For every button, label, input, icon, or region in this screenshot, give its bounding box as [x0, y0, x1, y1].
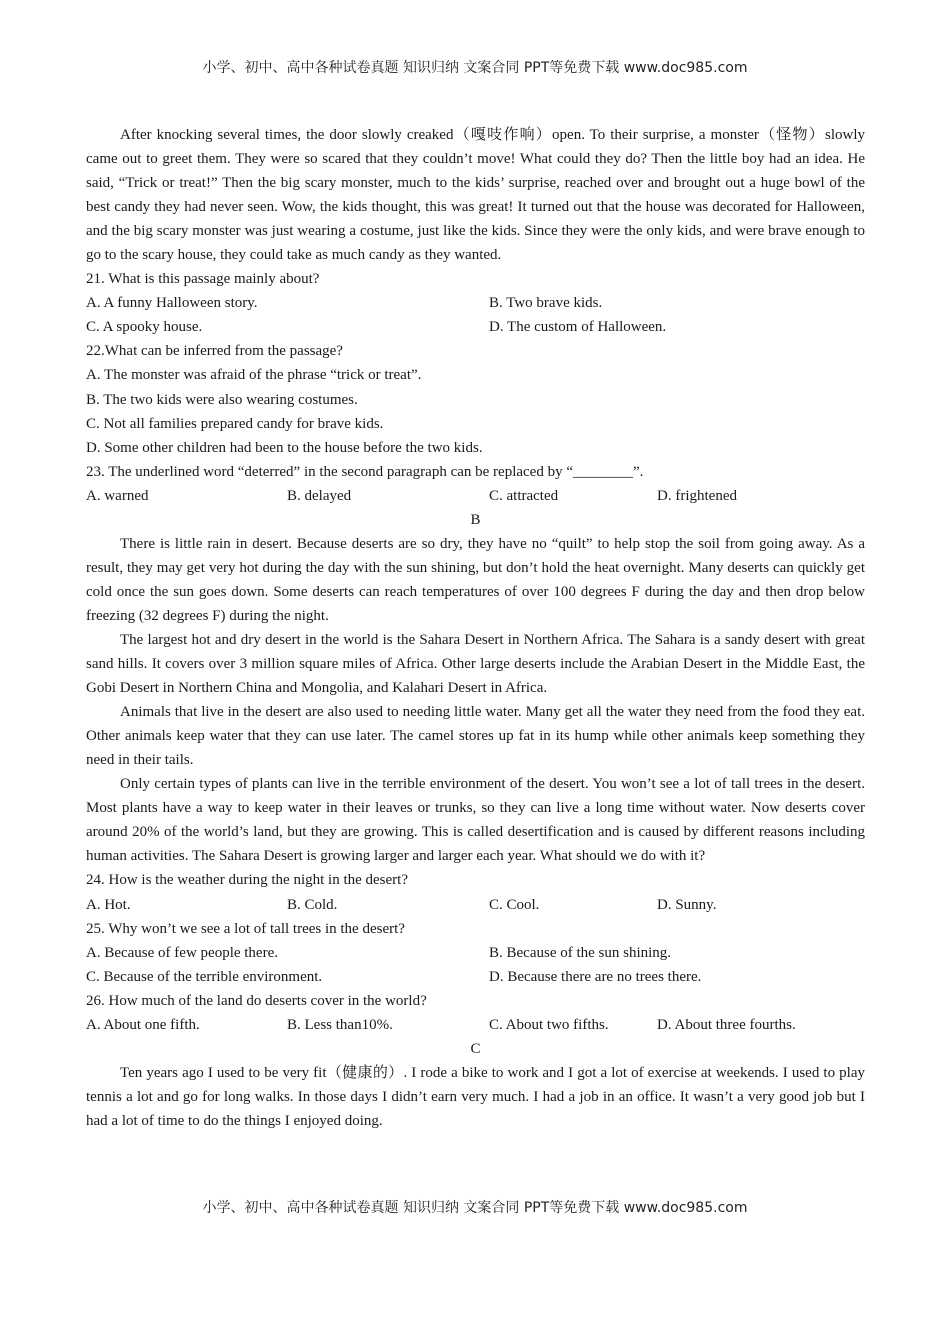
question-24-option-c: C. Cool. [489, 896, 540, 913]
passage-b-paragraph-3: Animals that live in the desert are also used to needing little water. Many get all the water they need from the food they eat. Other animals keep water that they can use later. The camel stores up fat in its hump while other animals keep something they need in their tails. [86, 704, 865, 769]
question-25-option-b: B. Because of the sun shining. [489, 944, 672, 961]
question-26-option-a: A. About one fifth. [86, 1016, 200, 1033]
question-23-option-c: C. attracted [489, 487, 559, 504]
section-b-heading: B [470, 511, 481, 528]
question-25-option-a: A. Because of few people there. [86, 944, 278, 961]
question-23-stem: 23. The underlined word “deterred” in the second paragraph can be replaced by “________”. [86, 463, 644, 480]
question-26-option-c: C. About two fifths. [489, 1016, 609, 1033]
question-22-option-a: A. The monster was afraid of the phrase “trick or treat”. [86, 367, 422, 384]
question-24-option-a: A. Hot. [86, 896, 131, 913]
question-25-stem: 25. Why won’t we see a lot of tall trees in the desert? [86, 920, 405, 937]
question-23-option-b: B. delayed [287, 487, 352, 504]
question-25-options-row-1 [86, 941, 865, 965]
question-24-option-b: B. Cold. [287, 896, 338, 913]
question-22-option-b: B. The two kids were also wearing costumes. [86, 391, 358, 408]
question-25-option-d: D. Because there are no trees there. [489, 968, 702, 985]
page-footer-banner: 小学、初中、高中各种试卷真题 知识归纳 文案合同 PPT等免费下载 www.doc985.com [202, 1200, 748, 1216]
question-21-option-d: D. The custom of Halloween. [489, 319, 667, 336]
page-header-banner: 小学、初中、高中各种试卷真题 知识归纳 文案合同 PPT等免费下载 www.doc985.com [202, 60, 748, 76]
question-26-stem: 26. How much of the land do deserts cover in the world? [86, 992, 427, 1009]
question-21-options-row-2 [86, 315, 865, 339]
question-21-stem: 21. What is this passage mainly about? [86, 271, 320, 288]
question-22-option-d: D. Some other children had been to the house before the two kids. [86, 439, 483, 456]
question-26-option-d: D. About three fourths. [657, 1016, 796, 1033]
question-23-option-d: D. frightened [657, 487, 737, 504]
question-21-option-c: C. A spooky house. [86, 319, 203, 336]
passage-c-paragraph-1: Ten years ago I used to be very fit（健康的）. I rode a bike to work and I got a lot of exercise at weekends. I used to play tennis a lot and go for long walks. In those days I didn’t earn very much. I had a job in an office. It wasn’t a very good job but I had a lot of time to do the things I enjoyed doing. [86, 1064, 865, 1129]
passage-b-paragraph-2: The largest hot and dry desert in the world is the Sahara Desert in Northern Africa. The Sahara is a sandy desert with great sand hills. It covers over 3 million square miles of Africa. Other large deserts include the Arabian Desert in the Middle East, the Gobi Desert in Northern China and Mongolia, and Kalahari Desert in Africa. [86, 631, 865, 697]
question-26-options [86, 1013, 865, 1037]
question-23-options [86, 484, 865, 508]
question-21-option-a: A. A funny Halloween story. [86, 295, 258, 312]
question-21-options-row-1 [86, 291, 865, 315]
question-24-stem: 24. How is the weather during the night in the desert? [86, 872, 409, 889]
question-26-option-b: B. Less than10%. [287, 1016, 393, 1033]
question-23-option-a: A. warned [86, 487, 149, 504]
question-22-option-c: C. Not all families prepared candy for brave kids. [86, 415, 384, 432]
question-24-options [86, 893, 865, 917]
passage-a-paragraph: After knocking several times, the door slowly creaked（嘎吱作响）open. To their surprise, a monster（怪物）slowly came out to greet them. They were so scared that they couldn’t move! What could they do? Then the little boy had an idea. He said, “Trick or treat!” Then the big scary monster, much to the kids’ surprise, reached over and brought out a huge bowl of the best candy they had never seen. Wow, the kids thought, this was great! It turned out that the house was decorated for Halloween, and the big scary monster was just wearing a costume, just like the kids. Since they were the only kids, and were brave enough to go to the scary house, they could take as much candy as they wanted. [86, 127, 865, 264]
question-21-option-b: B. Two brave kids. [489, 295, 603, 312]
question-22-stem: 22.What can be inferred from the passage? [86, 343, 343, 360]
section-c-heading: C [470, 1040, 481, 1057]
question-25-options-row-2 [86, 965, 865, 989]
exam-content [86, 123, 865, 1133]
passage-b-paragraph-1: There is little rain in desert. Because deserts are so dry, they have no “quilt” to help stop the soil from going away. As a result, they may get very hot during the day with the sun shining, but don’t hold the heat overnight. Many deserts can quickly get cold once the sun goes down. Some deserts can reach temperatures of over 100 degrees F during the day and then drop below freezing (32 degrees F) during the night. [86, 535, 865, 624]
passage-b-paragraph-4: Only certain types of plants can live in the terrible environment of the desert. You won’t see a lot of tall trees in the desert. Most plants have a way to keep water in their leaves or trunks, so they can live a long time without water. Now deserts cover around 20% of the world’s land, but they are growing. This is called desertification and is caused by different reasons including human activities. The Sahara Desert is growing larger and larger each year. What should we do with it? [86, 776, 865, 865]
question-25-option-c: C. Because of the terrible environment. [86, 968, 323, 985]
question-24-option-d: D. Sunny. [657, 896, 717, 913]
